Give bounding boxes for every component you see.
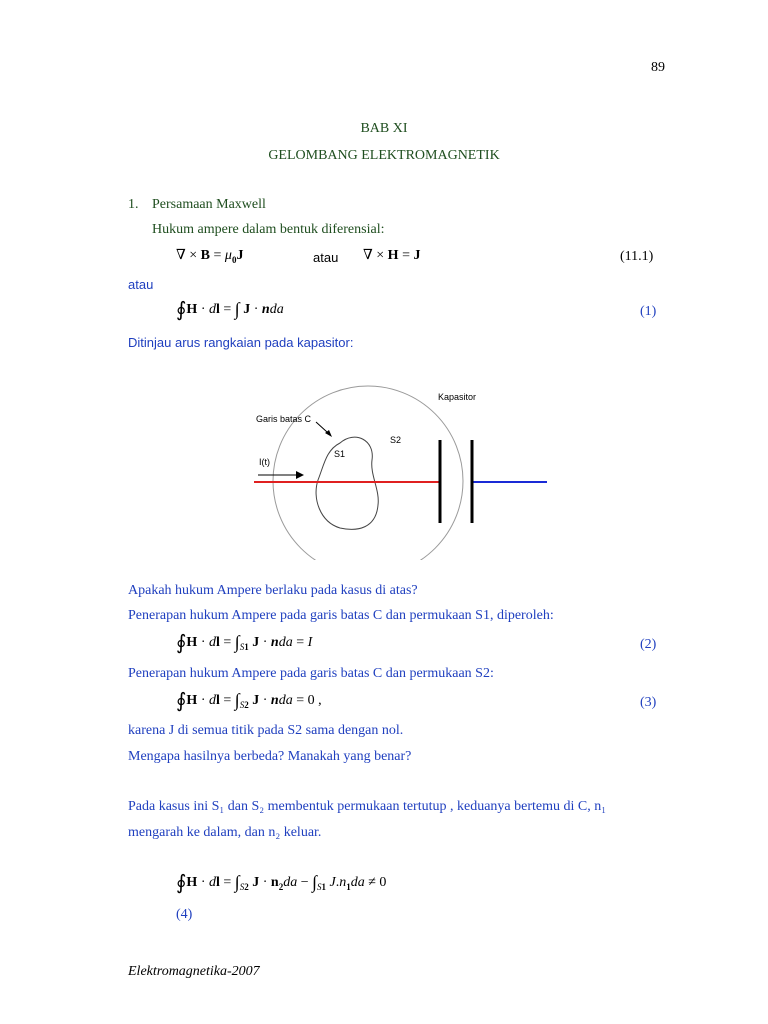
gaussian-surface-circle [273, 386, 463, 560]
mengapa-text: Mengapa hasilnya berbeda? Manakah yang benar? [128, 749, 412, 764]
equation-atau: atau [313, 250, 339, 265]
current-arrow-head [296, 471, 304, 479]
question-ampere: Apakah hukum Ampere berlaku pada kasus di atas? [128, 583, 418, 598]
equation-number-1: (1) [640, 304, 657, 319]
kapasitor-label: Kapasitor [438, 392, 477, 402]
equation-4: ∮H · dl = $\int_{S2}$ $J \cdot n_2da - \int_{S1}$ $J.n_1da \ne 0$ [176, 872, 387, 894]
equation-number-4: (4) [176, 907, 193, 922]
intro-text: Hukum ampere dalam bentuk diferensial: [152, 222, 385, 237]
section-number: 1. [128, 197, 139, 212]
footer: Elektromagnetika-2007 [128, 964, 260, 979]
equation-1: ∮H · dl = ∫ J · nda [176, 299, 284, 321]
boundary-curve-c [316, 437, 378, 529]
karena-text: karena J di semua titik pada S2 sama dengan nol. [128, 723, 404, 738]
garis-batas-label: Garis batas C [256, 414, 312, 424]
equation-curl-h: ∇ × H = J [363, 248, 421, 263]
current-label: I(t) [259, 457, 270, 467]
equation-number-3: (3) [640, 695, 657, 710]
applied-s1-text: Penerapan hukum Ampere pada garis batas C dan permukaan S1, diperoleh: [128, 608, 554, 623]
pada-kasus-line1: Pada kasus ini S₁ dan S₂ membentuk permukaan tertutup , keduanya bertemu di C, n₁ [128, 799, 607, 814]
ditinjau-text: Ditinjau arus rangkaian pada kapasitor: [128, 335, 354, 350]
s1-label: S1 [334, 449, 346, 459]
atau-label: atau [128, 277, 154, 292]
label-pointer-line [316, 422, 327, 432]
equation-2: ∮H · dl = $\int_{S1}$ J · nda = I [176, 632, 313, 654]
equation-3: ∮H · dl = $\int_{S2}$ J · nda = 0 , [176, 690, 322, 712]
chapter-title: GELOMBANG ELEKTROMAGNETIK [268, 148, 500, 163]
equation-curl-b: ∇ × $B = \mu_0J$ [176, 248, 244, 265]
equation-number-11-1: (11.1) [620, 249, 654, 264]
pada-kasus-line2: mengarah ke dalam, dan n₂ keluar. [128, 825, 322, 840]
chapter-number: BAB XI [360, 121, 408, 136]
s2-label: S2 [390, 435, 402, 445]
capacitor-figure [240, 380, 560, 560]
section-title: Persamaan Maxwell [152, 197, 266, 212]
page-number: 89 [651, 60, 665, 75]
applied-s2-text: Penerapan hukum Ampere pada garis batas C dan permukaan S2: [128, 666, 494, 681]
equation-number-2: (2) [640, 637, 657, 652]
